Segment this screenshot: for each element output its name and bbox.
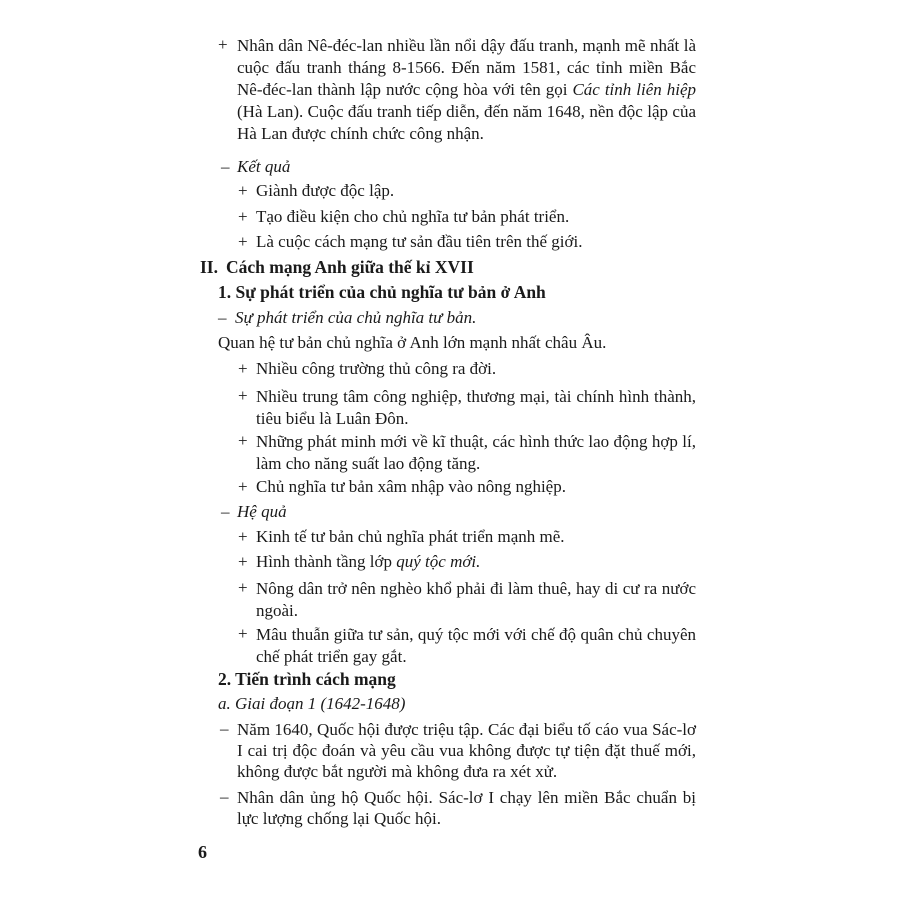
- page-number: 6: [198, 842, 207, 862]
- heading-he-qua: Hệ quả: [237, 502, 287, 521]
- text: Hình thành tầng lớp: [256, 552, 397, 571]
- list-item: [256, 552, 480, 572]
- subsection-title: 2. Tiến trình cách mạng: [218, 669, 396, 689]
- text: (Hà Lan). Cuộc đấu tranh tiếp diễn, đến năm 1648, nền độc lập của Hà Lan được chính chức công nhận.: [237, 102, 696, 143]
- italic-term: Các tỉnh liên hiệp: [572, 80, 696, 99]
- bullet-plus: +: [238, 552, 248, 571]
- section-title: Cách mạng Anh giữa thế kỉ XVII: [226, 257, 474, 277]
- heading-ket-qua: Kết quả: [237, 157, 291, 176]
- heading-su-phat-trien: Sự phát triển của chủ nghĩa tư bản.: [235, 308, 477, 327]
- section-number: II.: [200, 257, 218, 277]
- bullet-plus: +: [238, 477, 248, 496]
- bullet-plus: +: [218, 35, 228, 54]
- bullet-plus: +: [238, 232, 248, 251]
- list-item: Nông dân trở nên nghèo khổ phải đi làm thuê, hay di cư ra nước ngoài.: [256, 579, 696, 620]
- list-item: Mâu thuẫn giữa tư sản, quý tộc mới với chế độ quân chủ chuyên chế phát triển gay gắt.: [256, 625, 696, 666]
- list-item: Giành được độc lập.: [256, 181, 395, 200]
- list-item: Năm 1640, Quốc hội được triệu tập. Các đại biểu tố cáo vua Sác-lơ I cai trị độc đoán và yêu cầu vua không được tự tiện đặt thuế mới, không được bắt người mà không đưa ra xét xử.: [237, 720, 696, 781]
- paragraph-netherlands: [237, 35, 696, 145]
- bullet-plus: +: [238, 207, 248, 226]
- paragraph: Quan hệ tư bản chủ nghĩa ở Anh lớn mạnh nhất châu Âu.: [218, 333, 607, 352]
- dash-marker: –: [218, 308, 227, 327]
- bullet-plus: +: [238, 431, 248, 450]
- list-item: Nhiều trung tâm công nghiệp, thương mại, tài chính hình thành, tiêu biểu là Luân Đôn.: [256, 387, 696, 428]
- bullet-plus: +: [238, 359, 248, 378]
- list-item: Nhiều công trường thủ công ra đời.: [256, 359, 497, 378]
- subsection-title: 1. Sự phát triển của chủ nghĩa tư bản ở Anh: [218, 282, 546, 302]
- bullet-plus: +: [238, 386, 248, 405]
- phase-title: a. Giai đoạn 1 (1642-1648): [218, 694, 406, 713]
- list-item: Chủ nghĩa tư bản xâm nhập vào nông nghiệp.: [256, 477, 566, 496]
- list-item: Kinh tế tư bản chủ nghĩa phát triển mạnh mẽ.: [256, 527, 565, 546]
- bullet-plus: +: [238, 624, 248, 643]
- list-item: Tạo điều kiện cho chủ nghĩa tư bản phát triển.: [256, 207, 570, 226]
- text: Nhân dân Nê-đéc-lan nhiều lần nổi dậy đấu tranh, mạnh mẽ nhất là cuộc đấu tranh tháng 8-1566. Đến năm 1581, các tỉnh miền Bắc Nê-đéc-lan thành lập nước cộng hòa với tên gọi: [237, 36, 696, 99]
- list-item: Những phát minh mới về kĩ thuật, các hình thức lao động hợp lí, làm cho năng suất lao động tăng.: [256, 432, 696, 473]
- bullet-plus: +: [238, 578, 248, 597]
- list-item: Nhân dân ủng hộ Quốc hội. Sác-lơ I chạy lên miền Bắc chuẩn bị lực lượng chống lại Quốc hội.: [237, 788, 696, 828]
- dash-marker: –: [220, 719, 229, 738]
- dash-marker: –: [221, 502, 230, 521]
- dash-marker: –: [220, 787, 229, 806]
- italic-term: quý tộc mới.: [396, 552, 481, 571]
- dash-marker: –: [221, 157, 230, 176]
- bullet-plus: +: [238, 181, 248, 200]
- bullet-plus: +: [238, 527, 248, 546]
- list-item: Là cuộc cách mạng tư sản đầu tiên trên thế giới.: [256, 232, 583, 251]
